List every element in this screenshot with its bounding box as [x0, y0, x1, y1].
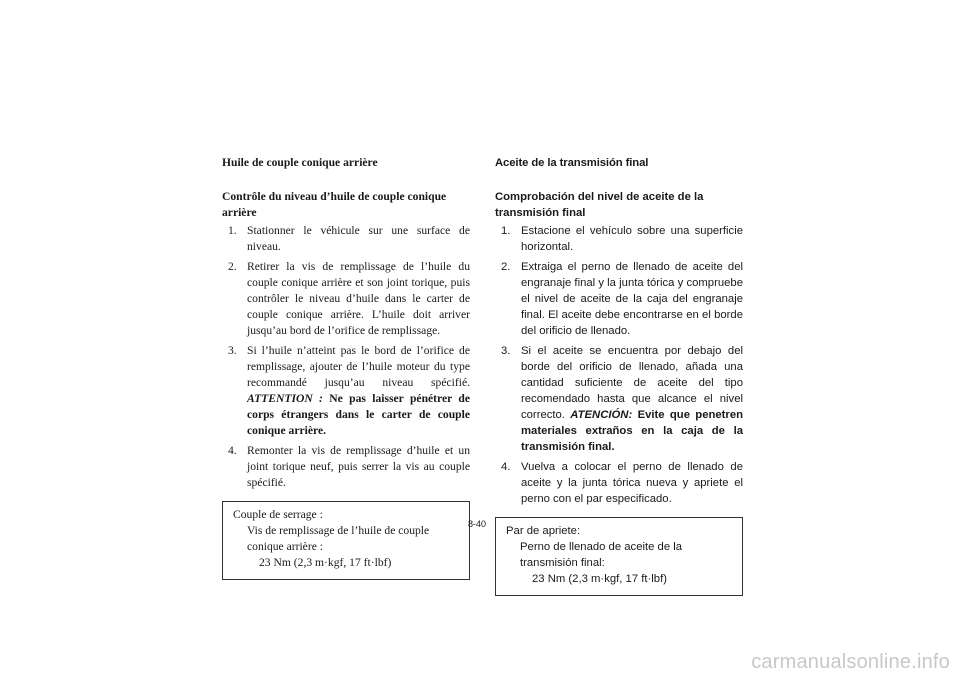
- french-column: [222, 155, 470, 580]
- fr-step-1: [222, 223, 470, 255]
- fr-step-text: Remonter la vis de remplissage d’huile et un joint torique neuf, puis serrer la vis au couple spécifié.: [247, 444, 470, 489]
- es-atencion-label: ATENCIÓN:: [570, 409, 633, 421]
- fr-spec-value: 23 Nm (2,3 m·kgf, 17 ft·lbf): [259, 556, 392, 569]
- es-subsection-title: Comprobación del nivel de aceite de la transmisión final: [495, 191, 704, 219]
- es-step-number: 1.: [501, 225, 511, 237]
- fr-subsection-title: Contrôle du niveau d’huile de couple conique arrière: [222, 190, 447, 219]
- fr-step-2: [222, 259, 470, 339]
- es-section-title: Aceite de la transmisión final: [495, 157, 649, 169]
- es-torque-spec-box: [495, 517, 743, 596]
- fr-spec-item: Vis de remplissage de l’huile de couple conique arrière :: [247, 524, 430, 553]
- page-number: 8-40: [468, 519, 487, 529]
- es-atencion-text: Evite que penetren materiales extraños en la caja de la transmisión final.: [521, 409, 744, 453]
- fr-step-number: 4.: [228, 444, 237, 457]
- fr-step-text: Stationner le véhicule sur une surface de niveau.: [247, 224, 470, 253]
- es-step-number: 4.: [501, 461, 511, 473]
- es-step-3: [495, 343, 743, 455]
- es-spec-value: 23 Nm (2,3 m·kgf, 17 ft·lbf): [532, 573, 667, 585]
- fr-spec-title: Couple de serrage :: [233, 508, 323, 521]
- fr-steps-list: [222, 223, 470, 491]
- es-step-4: [495, 459, 743, 507]
- fr-step-text: Retirer la vis de remplissage de l’huile du couple conique arrière et son joint torique, puis contrôler le niveau d’huile dans le carter de couple conique arrière. L’huile doit arriver jusqu’au bord de l’orifice de remplissage.: [247, 260, 470, 337]
- es-step-text: Extraiga el perno de llenado de aceite del engranaje final y la junta tórica y compruebe el nivel de aceite de la caja del engranaje final. El aceite debe encontrarse en el borde del orificio de llenado.: [521, 261, 743, 337]
- es-step-text: Vuelva a colocar el perno de llenado de aceite y la junta tórica nueva y apriete el perno con el par especificado.: [521, 461, 743, 505]
- es-step-number: 3.: [501, 345, 511, 357]
- fr-attention-label: ATTENTION :: [247, 392, 323, 405]
- es-steps-list: [495, 223, 743, 507]
- es-step-1: [495, 223, 743, 255]
- fr-attention-text: Ne pas laisser pénétrer de corps étrangers dans le carter de couple conique arrière.: [247, 392, 470, 437]
- fr-step-4: [222, 443, 470, 491]
- spanish-column: [495, 155, 743, 596]
- es-step-2: [495, 259, 743, 339]
- es-step-text: Estacione el vehículo sobre una superficie horizontal.: [521, 225, 743, 253]
- fr-step-number: 1.: [228, 224, 237, 237]
- es-spec-item: Perno de llenado de aceite de la transmisión final:: [520, 541, 683, 569]
- es-step-number: 2.: [501, 261, 511, 273]
- fr-torque-spec-box: [222, 501, 470, 580]
- fr-section-title: Huile de couple conique arrière: [222, 156, 378, 169]
- fr-step-number: 3.: [228, 344, 237, 357]
- fr-step-3: [222, 343, 470, 439]
- fr-step-text: Si l’huile n’atteint pas le bord de l’orifice de remplissage, ajouter de l’huile moteur du type recommandé jusqu’au niveau spécifié.: [247, 344, 470, 389]
- es-spec-title: Par de apriete:: [506, 525, 581, 537]
- watermark: carmanualsonline.info: [751, 651, 950, 673]
- es-step-text: Si el aceite se encuentra por debajo del borde del orificio de llenado, añada una cantidad suficiente de aceite del tipo recomendado hasta que alcance el nivel correcto.: [521, 345, 743, 421]
- fr-step-number: 2.: [228, 260, 237, 273]
